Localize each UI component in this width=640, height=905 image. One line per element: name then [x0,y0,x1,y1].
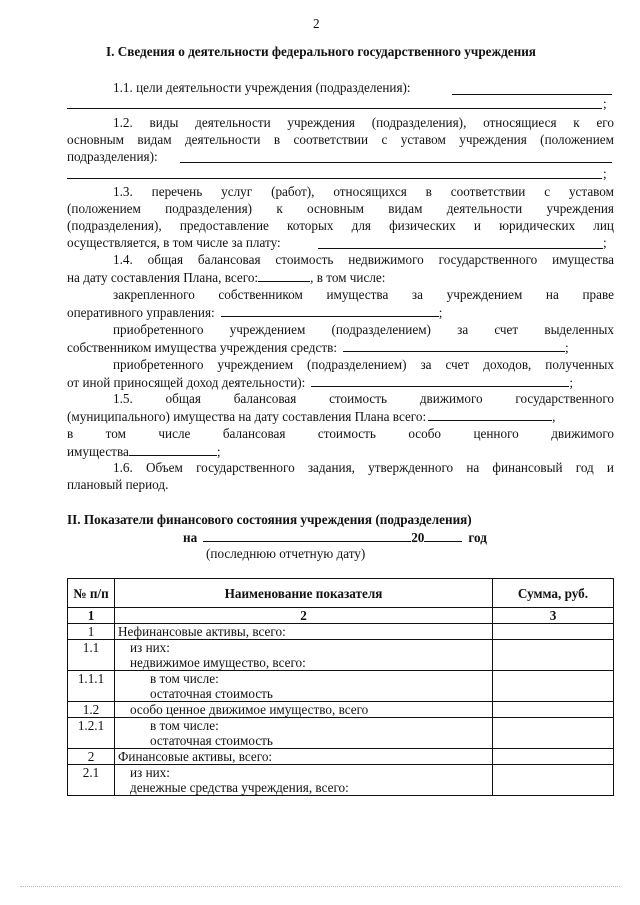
col-number: 1 [68,608,115,624]
p12-blank-b[interactable] [67,178,602,179]
p11-blank-a[interactable] [452,94,612,95]
p14c-label: от иной приносящей доход деятельности): [67,375,306,390]
p16-line1: 1.6. Объем государственного задания, утвержденного на финансовый год и [113,460,614,475]
row-label [115,718,493,749]
row-text: денежные средства учреждения, всего: [130,780,349,795]
p14b-line2 [67,339,569,356]
p14a-label: оперативного управления: [67,305,215,320]
p13-line1: 1.3. перечень услуг (работ), относящихся в соответствии с уставом [113,184,614,199]
row-label [115,671,493,702]
p14b-blank[interactable] [343,339,565,352]
p14b-semicolon: ; [565,340,569,355]
page-number: 2 [313,16,320,31]
table-row [68,765,614,796]
row-text: в том числе: [150,718,219,733]
p14-line1: 1.4. общая балансовая стоимость недвижимого государственного имущества [113,252,614,267]
p14c-blank[interactable] [311,374,569,387]
p12-blank-a[interactable] [180,162,612,163]
date-note: (последнюю отчетную дату) [206,546,366,561]
p11-text [113,80,411,96]
report-date-line [183,529,487,546]
col-header-sum: Сумма, руб. [493,579,614,608]
table-row [68,671,614,702]
row-num: 2 [68,749,115,765]
financial-indicators-table [67,578,614,796]
p11-blank-b[interactable] [67,108,602,109]
p13-line4: осуществляется, в том числе за плату: [67,235,281,250]
p15-line4 [67,443,221,460]
table-row [68,718,614,749]
section1-title: I. Сведения о деятельности федерального государственного учреждения [106,44,536,59]
p13-line3: (подразделения), предоставление которых для физических и юридических лиц [67,218,614,233]
p11-semicolon: ; [603,96,607,111]
row-sum-cell[interactable] [493,624,614,640]
row-text: остаточная стоимость [150,733,273,748]
p12-line3: подразделения): [67,149,158,164]
row-text: Финансовые активы, всего: [118,749,273,764]
p14-line2 [67,269,385,286]
p15-line2 [67,408,555,425]
date-suffix: год [468,530,487,545]
p15-comma: , [552,409,556,424]
p14b-line1: приобретенного учреждением (подразделением) за счет выделенных [113,322,614,337]
row-label [115,624,493,640]
table-header-row [68,579,614,608]
row-sum-cell[interactable] [493,702,614,718]
p12-line1: 1.2. виды деятельности учреждения (подразделения), относящиеся к его [113,115,614,130]
row-label [115,640,493,671]
p14a-semicolon: ; [438,305,443,320]
p16-line2: плановый период. [67,477,169,492]
row-sum-cell[interactable] [493,640,614,671]
table-row [68,749,614,765]
p15-ocdi-blank[interactable] [129,443,217,456]
row-sum-cell[interactable] [493,749,614,765]
row-num: 2.1 [68,765,115,796]
row-sum-cell[interactable] [493,718,614,749]
p15-line1: 1.5. общая балансовая стоимость движимого государственного [113,391,614,406]
date-year: 20 [411,530,425,545]
col-number-row [68,608,614,624]
p12-line2: основным видам деятельности в соответствии с уставом учреждения (положением [67,132,614,147]
p15-line3: в том числе балансовая стоимость особо ценного движимого [67,426,614,441]
date-prefix: на [183,530,198,545]
row-sum-cell[interactable] [493,671,614,702]
p12-semicolon: ; [603,166,607,181]
row-text: в том числе: [150,671,219,686]
table-row [68,702,614,718]
row-text: из них: [130,640,170,655]
row-num: 1.2.1 [68,718,115,749]
p14a-line1: закрепленного собственником имущества за учреждением на праве [113,287,614,302]
col-number: 2 [115,608,493,624]
p14a-blank[interactable] [221,304,439,317]
row-text: из них: [130,765,170,780]
row-sum-cell[interactable] [493,765,614,796]
table-row [68,624,614,640]
p14-total-blank[interactable] [258,269,310,282]
row-label [115,765,493,796]
p14-label: на дату составления Плана, всего: [67,270,259,285]
row-label [115,749,493,765]
row-text: недвижимое имущество, всего: [130,655,306,670]
p15-label: (муниципального) имущества на дату составления Плана всего: [67,409,427,424]
col-number: 3 [493,608,614,624]
p15-label2: имущества [67,444,129,459]
p14c-line2 [67,374,573,391]
row-num: 1.2 [68,702,115,718]
row-num: 1.1 [68,640,115,671]
p15-blank[interactable] [428,408,552,421]
section2-title: II. Показатели финансового состояния учреждения (подразделения) [67,512,472,527]
scan-footer-line [20,886,620,887]
row-label [115,702,493,718]
table-row [68,640,614,671]
year-blank[interactable] [424,529,462,542]
p11-label: 1.1. цели деятельности учреждения (подразделения): [113,80,411,95]
col-header-num: № п/п [68,579,115,608]
row-num: 1.1.1 [68,671,115,702]
p15-semicolon: ; [216,444,221,459]
p13-line2: (положением подразделения) к основным видам деятельности учреждения [67,201,614,216]
p14a-line2 [67,304,442,321]
row-num: 1 [68,624,115,640]
p14-incl: , в том числе: [310,270,386,285]
row-text: Нефинансовые активы, всего: [118,624,286,639]
p14b-label: собственником имущества учреждения средств: [67,340,337,355]
p14c-line1: приобретенного учреждением (подразделением) за счет доходов, полученных [113,357,614,372]
row-text: остаточная стоимость [150,686,273,701]
p13-semicolon: ; [603,235,607,250]
row-text: особо ценное движимое имущество, всего [130,702,369,717]
date-blank[interactable] [203,529,411,542]
p13-blank[interactable] [318,248,603,249]
p14c-semicolon: ; [569,375,574,390]
col-header-name: Наименование показателя [115,579,493,608]
